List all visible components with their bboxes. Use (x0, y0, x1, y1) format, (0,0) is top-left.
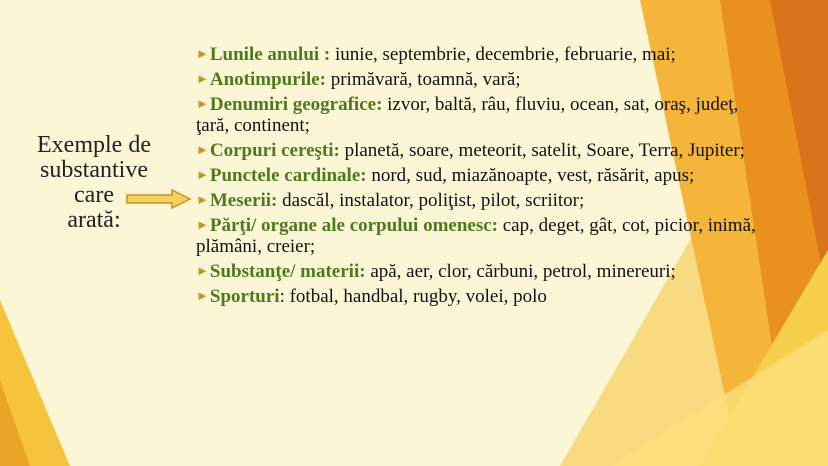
item-text: izvor, baltă, râu, fluviu, ocean, sat, oraş, judeţ, ţară, continent; (196, 94, 739, 136)
item-key: Denumiri geografice: (209, 94, 383, 115)
left-label-line: Exemple de (37, 132, 151, 158)
item-key: Meserii: (209, 190, 278, 211)
list-item (196, 214, 764, 257)
bullet-arrow-icon: ► (196, 263, 209, 278)
item-text: primăvară, toamnă, vară; (325, 69, 521, 90)
item-text: apă, aer, clor, cărbuni, petrol, minereuri; (365, 261, 676, 282)
item-text: dascăl, instalator, poliţist, pilot, scriitor; (277, 190, 585, 211)
list-item (196, 43, 764, 65)
item-text: nord, sud, miazănoapte, vest, răsărit, apus; (366, 165, 695, 186)
right-arrow-icon (126, 188, 192, 210)
examples-list (196, 43, 764, 310)
item-text: cap, deget, gât, cot, picior, inimă, plămâni, creier; (196, 215, 756, 257)
bullet-arrow-icon: ► (196, 142, 209, 157)
item-key: Lunile anului : (209, 44, 331, 65)
left-label-line: care (74, 182, 114, 208)
item-key: Substanţe/ materii: (209, 261, 366, 282)
item-key: Anotimpurile: (209, 69, 326, 90)
bullet-arrow-icon: ► (196, 46, 209, 61)
bullet-arrow-icon: ► (196, 167, 209, 182)
bullet-arrow-icon: ► (196, 288, 209, 303)
item-key: Părţi/ organe ale corpului omenesc: (209, 215, 498, 236)
list-item (196, 164, 764, 186)
item-text: planetă, soare, meteorit, satelit, Soare, Terra, Jupiter; (339, 140, 745, 161)
item-text: : fotbal, handbal, rugby, volei, polo (279, 286, 547, 307)
left-label-line: arată: (67, 207, 121, 233)
list-item (196, 285, 764, 307)
left-label-line: substantive (40, 157, 148, 183)
item-key: Sporturi (209, 286, 280, 307)
bullet-arrow-icon: ► (196, 217, 209, 232)
item-key: Punctele cardinale: (209, 165, 367, 186)
list-item (196, 139, 764, 161)
left-label (18, 133, 170, 233)
item-key: Corpuri cereşti: (209, 140, 340, 161)
bullet-arrow-icon: ► (196, 192, 209, 207)
list-item (196, 189, 764, 211)
bullet-arrow-icon: ► (196, 71, 209, 86)
list-item (196, 93, 764, 136)
bullet-arrow-icon: ► (196, 96, 209, 111)
list-item (196, 68, 764, 90)
list-item (196, 260, 764, 282)
item-text: iunie, septembrie, decembrie, februarie, mai; (330, 44, 676, 65)
